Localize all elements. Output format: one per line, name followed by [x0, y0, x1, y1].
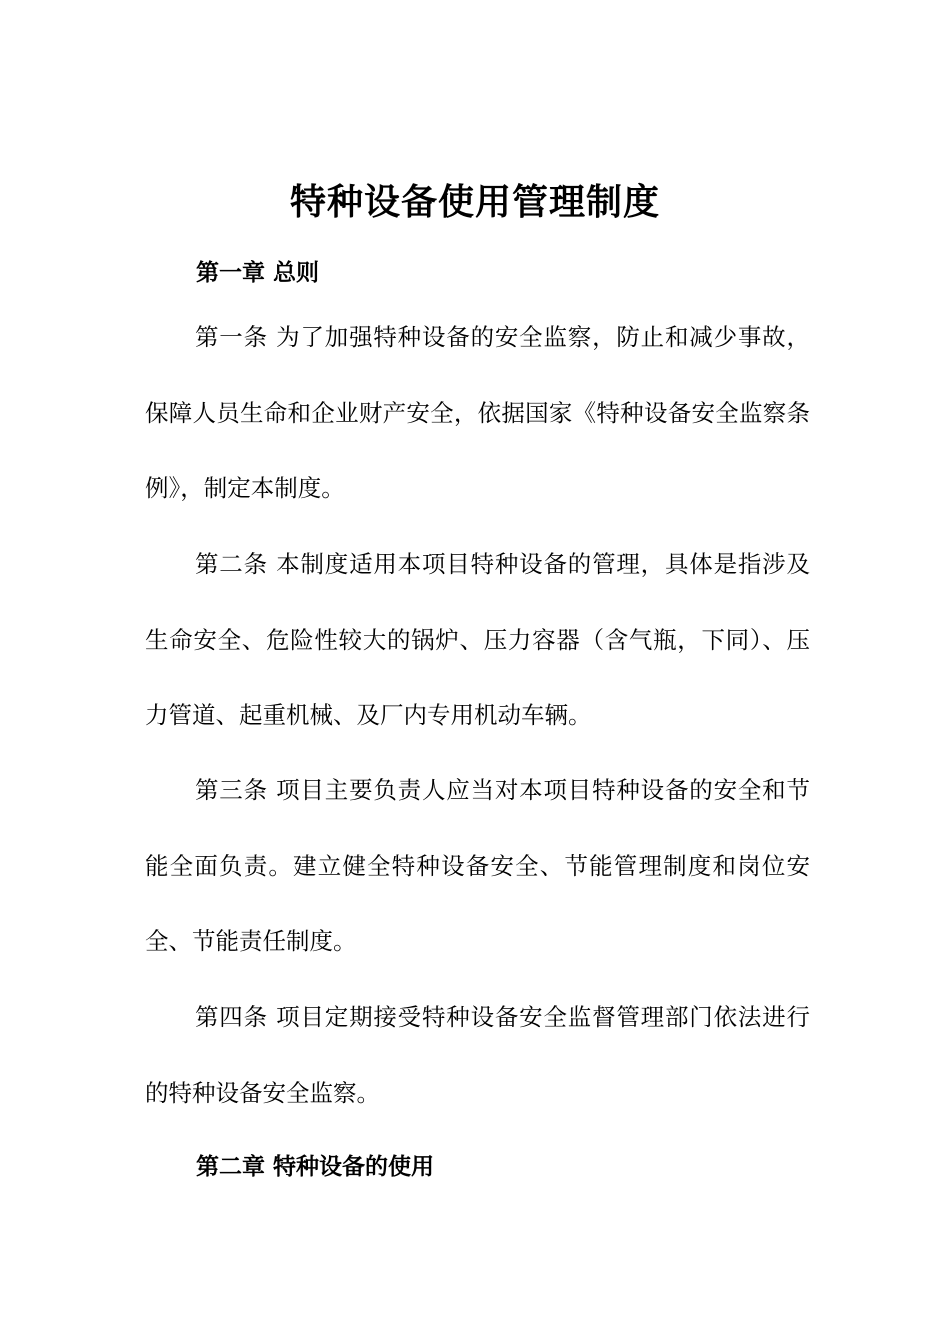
article-4: 第四条 项目定期接受特种设备安全监督管理部门依法进行的特种设备安全监察。: [145, 1003, 810, 1107]
document-title: 特种设备使用管理制度: [289, 181, 660, 224]
chapter-heading-usage: 第二章 特种设备的使用: [196, 1153, 435, 1180]
article-1: 第一条 为了加强特种设备的安全监察，防止和减少事故，保障人员生命和企业财产安全，依据国家《特种设备安全监察条例》，制定本制度。: [145, 323, 810, 502]
chapter-heading-general: 第一章 总则: [196, 259, 320, 286]
article-3: 第三条 项目主要负责人应当对本项目特种设备的安全和节能全面负责。建立健全特种设备安全、节能管理制度和岗位安全、节能责任制度。: [145, 776, 810, 955]
article-2: 第二条 本制度适用本项目特种设备的管理，具体是指涉及生命安全、危险性较大的锅炉、压力容器（含气瓶，下同）、压力管道、起重机械、及厂内专用机动车辆。: [145, 550, 810, 729]
